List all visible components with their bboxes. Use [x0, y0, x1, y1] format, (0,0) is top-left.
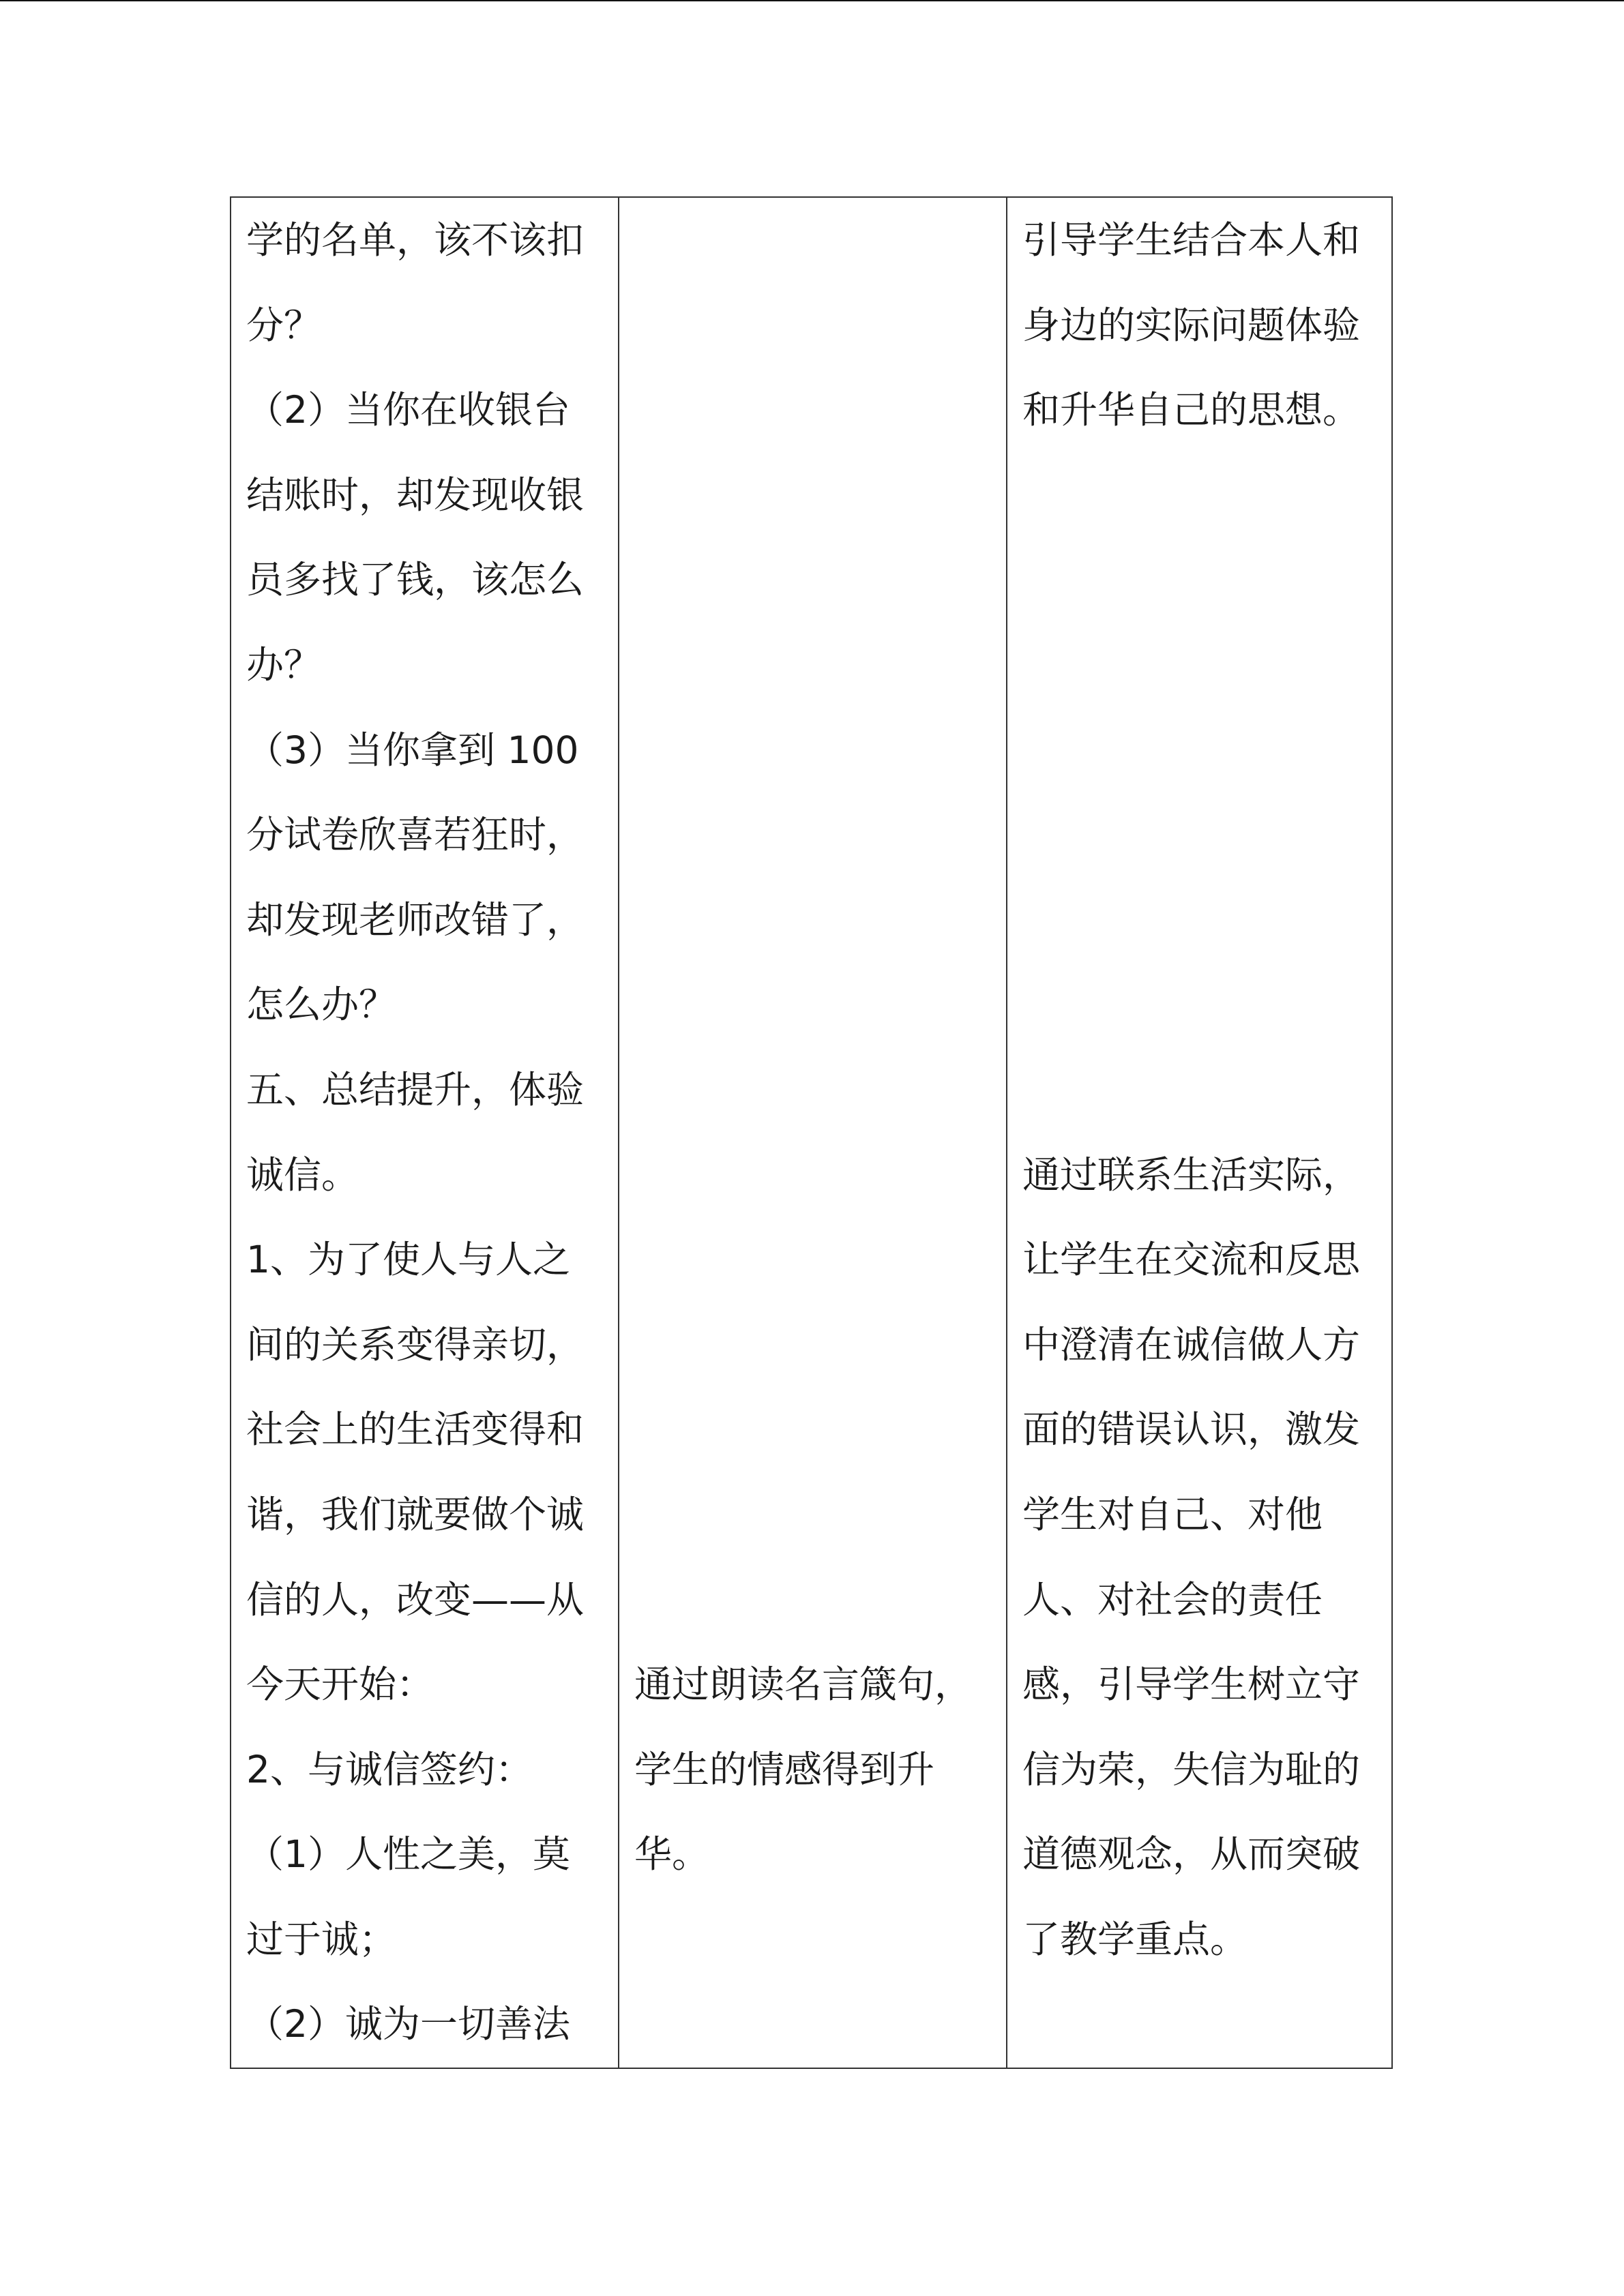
cell-paragraph	[634, 1642, 1006, 1897]
cell-text-line: 员多找了钱，该怎么	[246, 558, 585, 602]
cell-text-line: 结账时，却发现收银	[246, 473, 585, 517]
cell-text-line: 2、与诚信签约：	[246, 1747, 533, 1791]
cell-text-line: 引导学生结合本人和	[1022, 218, 1361, 262]
cell-text-line: 信为荣，失信为耻的	[1022, 1747, 1361, 1791]
table-cell-design-intent	[1006, 198, 1391, 2068]
cell-text-line: 今天开始：	[246, 1663, 434, 1707]
cell-text-line: 学生的情感得到升	[634, 1747, 935, 1791]
cell-text-line: 道德观念，从而突破	[1022, 1832, 1361, 1877]
cell-text-line: 通过朗读名言箴句，	[634, 1663, 973, 1707]
cell-text-line: 和升华自己的思想。	[1022, 388, 1361, 432]
cell-text-line: 五、总结提升，体验	[246, 1067, 585, 1112]
cell-text-line: 间的关系变得亲切，	[246, 1322, 585, 1367]
cell-text-line: 中澄清在诚信做人方	[1022, 1322, 1361, 1367]
cell-text-line: 学的名单，该不该扣	[246, 218, 585, 262]
cell-text-line: 分？	[246, 303, 322, 347]
cell-text-line: 信的人，改变——从	[246, 1577, 585, 1622]
cell-text-line: （2）诚为一切善法	[246, 2002, 570, 2046]
cell-text-line: 办？	[246, 642, 322, 687]
cell-text-line: （1）人性之美，莫	[246, 1832, 570, 1877]
cell-text-line: 学生对自己、对他	[1022, 1492, 1323, 1536]
cell-text-line: 人、对社会的责任	[1022, 1577, 1323, 1622]
cell-text-line: 通过联系生活实际，	[1022, 1152, 1361, 1197]
cell-text-line: （2）当你在收银台	[246, 388, 570, 432]
cell-text-line: 谐，我们就要做个诚	[246, 1492, 585, 1536]
cell-text-line: 过于诚；	[246, 1917, 397, 1961]
lesson-plan-table	[230, 196, 1393, 2069]
cell-text-line: 社会上的生活变得和	[246, 1407, 585, 1452]
cell-paragraph	[1022, 1133, 1391, 1982]
cell-text-line: 1、为了使人与人之	[246, 1238, 570, 1282]
cell-text-line: 分试卷欣喜若狂时，	[246, 813, 585, 857]
cell-text-line: 却发现老师改错了，	[246, 897, 585, 942]
cell-text-line: 感，引导学生树立守	[1022, 1663, 1361, 1707]
cell-text-line: 诚信。	[246, 1152, 359, 1197]
cell-paragraph	[1022, 198, 1391, 453]
cell-text-line: 怎么办？	[246, 983, 397, 1027]
page-top-edge	[0, 0, 1624, 1]
table-cell-student-activity	[618, 198, 1006, 2068]
cell-text-line: （3）当你拿到 100	[246, 728, 579, 772]
cell-text-line: 华。	[634, 1832, 710, 1877]
cell-text-line: 面的错误认识，激发	[1022, 1407, 1361, 1452]
cell-text-line: 了教学重点。	[1022, 1917, 1248, 1961]
table-cell-teaching-process	[231, 198, 618, 2068]
cell-text-line: 身边的实际问题体验	[1022, 303, 1361, 347]
cell-text-line: 让学生在交流和反思	[1022, 1238, 1361, 1282]
